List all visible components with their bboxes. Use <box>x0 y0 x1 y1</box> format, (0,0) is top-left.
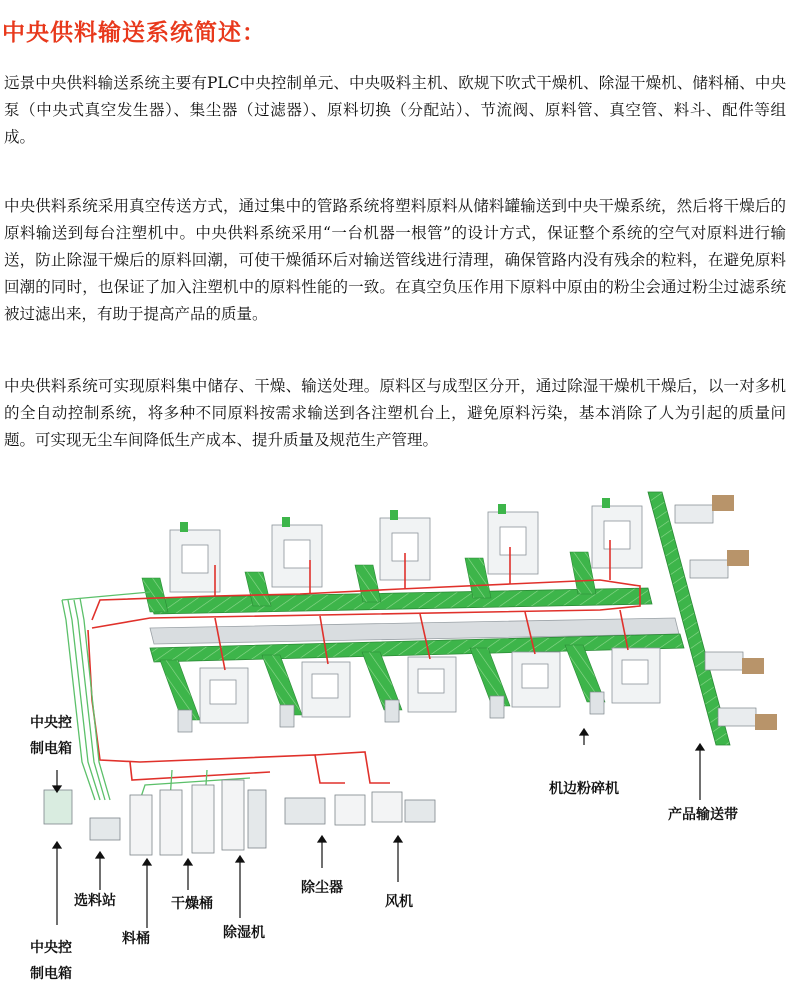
label-dust-collector: 除尘器 <box>301 880 343 896</box>
label-control-box-top-line2: 制电箱 <box>30 741 72 757</box>
page-title: 中央供料输送系统简述： <box>2 20 266 46</box>
label-granulator: 机边粉碎机 <box>549 781 619 797</box>
label-control-box-top-line1: 中央控 <box>30 715 72 731</box>
label-control-box-bottom <box>30 937 72 985</box>
label-selection-station: 选料站 <box>74 893 116 909</box>
label-hopper: 料桶 <box>122 931 150 947</box>
paragraph-composition: 远景中央供料输送系统主要有PLC中央控制单元、中央吸料主机、欧规下吹式干燥机、除湿干燥机、储料桶、中央泵（中央式真空发生器）、集尘器（过滤器）、原料切换（分配站）、节流阀、原料管、真空管、料斗、配件等组成。 <box>4 74 786 146</box>
paragraph-vacuum-conveying: 中央供料系统采用真空传送方式，通过集中的管路系统将塑料原料从储料罐输送到中央干燥系统，然后将干燥后的原料输送到每台注塑机中。中央供料系统采用“一台机器一根管”的设计方式，保证整个系统的空气对原料进行输送，防止除湿干燥后的原料回潮，可使干燥循环后对输送管线进行清理，确保管路内没有残余的粒料，在避免原料回潮的同时，也保证了加入注塑机中的原料性能的一致。在真空负压作用下原料中原由的粉尘会通过粉尘过滤系统被过滤出来，有助于提高产品的质量。 <box>4 197 786 323</box>
paragraph-benefits: 中央供料系统可实现原料集中储存、干燥、输送处理。原料区与成型区分开，通过除湿干燥机干燥后，以一对多机的全自动控制系统，将多种不同原料按需求输送到各注塑机台上，避免原料污染，基本消除了人为引起的质量问题。可实现无尘车间降低生产成本、提升质量及规范生产管理。 <box>4 377 786 449</box>
label-dryer: 干燥桶 <box>171 896 213 912</box>
label-dehumidifier: 除湿机 <box>223 925 265 941</box>
label-control-box-bottom-line2: 制电箱 <box>30 966 72 982</box>
label-control-box-bottom-line1: 中央控 <box>30 940 72 956</box>
molding-machines-upper <box>170 506 642 592</box>
label-conveyor: 产品输送带 <box>668 807 738 823</box>
label-control-box-top <box>30 712 72 760</box>
label-fan: 风机 <box>385 894 413 910</box>
